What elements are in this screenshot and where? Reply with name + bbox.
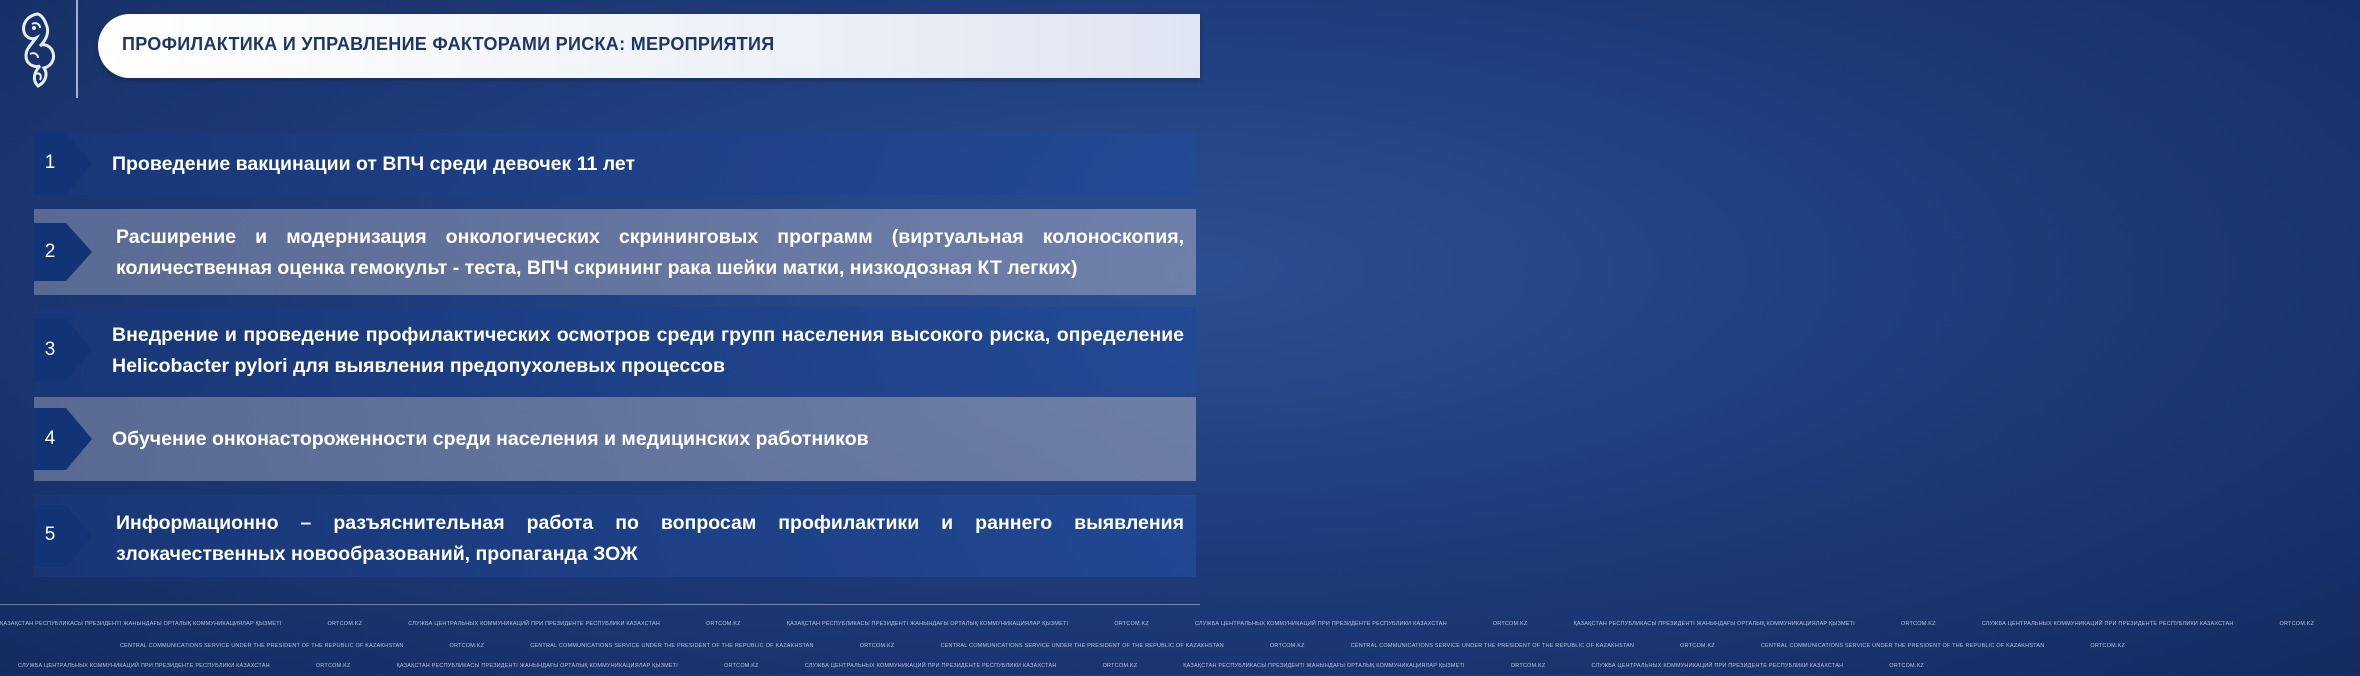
footer-watermark-text: ҚАЗАҚСТАН РЕСПУБЛИКАСЫ ПРЕЗИДЕНТІ ЖАНЫНДАҒЫ ОРТАЛЫҚ КОММУНИКАЦИЯЛАР ҚЫЗМЕТІ [1183, 663, 1465, 669]
footer-watermark-text: ORTCOM.KZ [859, 643, 895, 649]
item-text: Обучение онконастороженности среди населения и медицинских работников [112, 428, 869, 450]
item-number: 2 [44, 241, 56, 262]
footer-watermark-text: ORTCOM.KZ [1510, 663, 1546, 669]
item-number: 5 [44, 524, 56, 545]
footer-watermark-text: ORTCOM.KZ [1269, 643, 1305, 649]
footer-watermark-text: ORTCOM.KZ [2090, 643, 2126, 649]
list-item-2 [34, 209, 1196, 295]
item-number: 3 [44, 339, 56, 360]
footer-watermark-text: ORTCOM.KZ [1680, 643, 1715, 649]
footer-watermark-text: СЛУЖБА ЦЕНТРАЛЬНЫХ КОММУНИКАЦИЙ ПРИ ПРЕЗИДЕНТЕ РЕСПУБЛИКИ КАЗАХСТАН [1981, 621, 2234, 627]
item-number: 4 [44, 428, 56, 449]
item-text: Проведение вакцинации от ВПЧ среди девочек 11 лет [112, 153, 635, 175]
list-item-4 [34, 397, 1196, 481]
footer-watermark-text: ORTCOM.KZ [449, 643, 485, 649]
footer-watermark-text: СЛУЖБА ЦЕНТРАЛЬНЫХ КОММУНИКАЦИЙ ПРИ ПРЕЗИДЕНТЕ РЕСПУБЛИКИ КАЗАХСТАН [408, 621, 661, 627]
snow-leopard-logo-icon [12, 10, 62, 90]
item-text: Информационно – разъяснительная работа по вопросам профилактики и раннего выявления злокачественных новообразований, пропаганда ЗОЖ [116, 512, 1184, 565]
footer-watermark-text: ORTCOM.KZ [706, 621, 741, 627]
footer-watermark-text: ORTCOM.KZ [724, 663, 759, 669]
footer-watermark-text: ORTCOM.KZ [327, 621, 363, 627]
list-item-5 [34, 495, 1196, 577]
footer-watermark-text: СЛУЖБА ЦЕНТРАЛЬНЫХ КОММУНИКАЦИЙ ПРИ ПРЕЗИДЕНТЕ РЕСПУБЛИКИ КАЗАХСТАН [1591, 663, 1844, 669]
footer-watermark-text: ҚАЗАҚСТАН РЕСПУБЛИКАСЫ ПРЕЗИДЕНТІ ЖАНЫНДАҒЫ ОРТАЛЫҚ КОММУНИКАЦИЯЛАР ҚЫЗМЕТІ [0, 621, 282, 627]
footer-watermark-text: ҚАЗАҚСТАН РЕСПУБЛИКАСЫ ПРЕЗИДЕНТІ ЖАНЫНДАҒЫ ОРТАЛЫҚ КОММУНИКАЦИЯЛАР ҚЫЗМЕТІ [1573, 621, 1855, 627]
footer-watermark-text: CENTRAL COMMUNICATIONS SERVICE UNDER THE PRESIDENT OF THE REPUBLIC OF KAZAKHSTAN [1760, 643, 2045, 649]
footer-watermark-text: ORTCOM.KZ [1492, 621, 1528, 627]
list-item-1 [34, 133, 1196, 195]
footer-watermark-text: ORTCOM.KZ [1114, 621, 1149, 627]
logo-divider [76, 0, 78, 98]
footer-watermark-text: ORTCOM.KZ [2279, 621, 2315, 627]
footer-watermark-text: CENTRAL COMMUNICATIONS SERVICE UNDER THE PRESIDENT OF THE REPUBLIC OF KAZAKHSTAN [530, 643, 814, 649]
list-item-3 [34, 307, 1196, 393]
footer-watermark-text: СЛУЖБА ЦЕНТРАЛЬНЫХ КОММУНИКАЦИЙ ПРИ ПРЕЗИДЕНТЕ РЕСПУБЛИКИ КАЗАХСТАН [18, 663, 270, 669]
footer-watermark-text: ҚАЗАҚСТАН РЕСПУБЛИКАСЫ ПРЕЗИДЕНТІ ЖАНЫНДАҒЫ ОРТАЛЫҚ КОММУНИКАЦИЯЛАР ҚЫЗМЕТІ [396, 663, 679, 669]
footer-watermark-text: CENTRAL COMMUNICATIONS SERVICE UNDER THE PRESIDENT OF THE REPUBLIC OF KAZAKHSTAN [120, 643, 404, 649]
item-text: Расширение и модернизация онкологических скрининговых программ (виртуальная колоноскопия, количественная оценка гемокульт - теста, ВПЧ скрининг рака шейки матки, низкодозная КТ легких) [116, 226, 1184, 279]
footer-line-1 [0, 621, 2315, 627]
footer-watermark-text: CENTRAL COMMUNICATIONS SERVICE UNDER THE PRESIDENT OF THE REPUBLIC OF KAZAKHSTAN [940, 643, 1224, 649]
footer-line-3 [18, 663, 1924, 669]
item-text: Внедрение и проведение профилактических осмотров среди групп населения высокого риска, определение Helicobacter pylori для выявления предопухолевых процессов [112, 324, 1184, 377]
footer-watermark-text: ORTCOM.KZ [1102, 663, 1138, 669]
footer-watermark-text: CENTRAL COMMUNICATIONS SERVICE UNDER THE PRESIDENT OF THE REPUBLIC OF KAZAKHSTAN [1350, 643, 1635, 649]
footer-watermark-text: ORTCOM.KZ [1889, 663, 1924, 669]
header-bar [98, 14, 1200, 78]
footer-watermark-text: ҚАЗАҚСТАН РЕСПУБЛИКАСЫ ПРЕЗИДЕНТІ ЖАНЫНДАҒЫ ОРТАЛЫҚ КОММУНИКАЦИЯЛАР ҚЫЗМЕТІ [786, 621, 1069, 627]
footer-watermark-band [0, 604, 2315, 676]
footer-watermark-text: СЛУЖБА ЦЕНТРАЛЬНЫХ КОММУНИКАЦИЙ ПРИ ПРЕЗИДЕНТЕ РЕСПУБЛИКИ КАЗАХСТАН [1194, 621, 1447, 627]
footer-watermark-text: ORTCOM.KZ [315, 663, 351, 669]
item-number: 1 [44, 152, 56, 173]
footer-watermark-text: ORTCOM.KZ [1900, 621, 1936, 627]
page-title: ПРОФИЛАКТИКА И УПРАВЛЕНИЕ ФАКТОРАМИ РИСКА: МЕРОПРИЯТИЯ [122, 34, 775, 54]
footer-line-2 [120, 643, 2126, 649]
footer-watermark-text: СЛУЖБА ЦЕНТРАЛЬНЫХ КОММУНИКАЦИЙ ПРИ ПРЕЗИДЕНТЕ РЕСПУБЛИКИ КАЗАХСТАН [804, 663, 1057, 669]
